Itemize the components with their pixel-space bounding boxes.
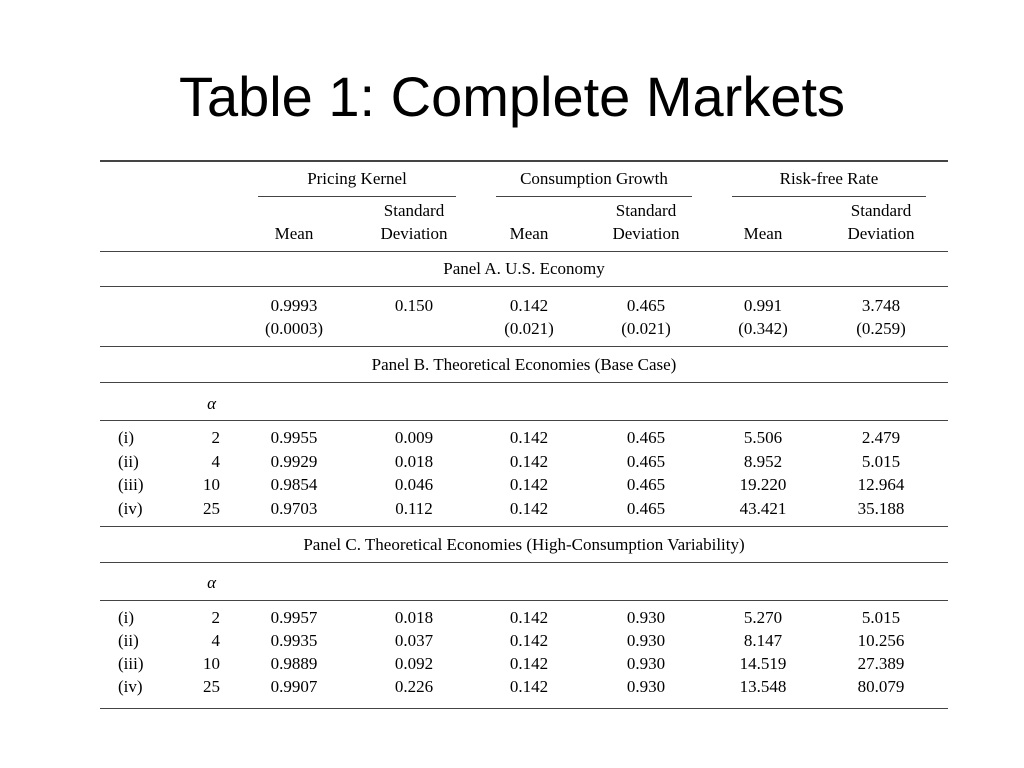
table-cell: 0.018	[394, 451, 434, 471]
table-cell: 0.9703	[270, 498, 318, 518]
table-cell: 5.506	[743, 428, 783, 447]
panel-a-value: 3.748	[861, 296, 901, 315]
table-cell: 0.226	[394, 677, 434, 696]
row-alpha: 10	[203, 654, 220, 673]
table-cell: 0.009	[394, 428, 434, 447]
panel-a-value: 0.142	[509, 296, 549, 315]
table-cell: 0.142	[509, 677, 549, 696]
row-label: (iii)	[118, 654, 144, 673]
table-cell: 27.389	[857, 654, 905, 673]
table-cell: 0.046	[394, 475, 434, 494]
row-label: (iv)	[118, 498, 143, 518]
subheader-mean: Mean	[743, 224, 783, 243]
table-cell: 8.952	[743, 451, 783, 471]
slide-title: Table 1: Complete Markets	[178, 65, 846, 128]
row-label: (iii)	[118, 475, 144, 494]
panel-c-title: Panel C. Theoretical Economies (High-Consumption Variability)	[303, 535, 745, 554]
row-label: (ii)	[118, 631, 139, 650]
alpha-header: α	[207, 573, 216, 592]
table-cell: 5.015	[861, 608, 901, 627]
table-cell: 35.188	[857, 498, 905, 518]
table-cell: 0.9935	[270, 631, 318, 650]
results-table	[100, 158, 948, 710]
row-alpha: 10	[203, 475, 220, 494]
group-underline-consumption-growth	[496, 196, 692, 197]
table-cell: 0.930	[626, 608, 666, 627]
group-header-consumption-growth: Consumption Growth	[520, 169, 668, 188]
row-label: (ii)	[118, 451, 139, 471]
table-cell: 5.015	[861, 451, 901, 471]
row-alpha: 2	[211, 608, 220, 627]
panel-b-title-rule	[100, 382, 948, 383]
table-cell: 0.037	[394, 631, 434, 650]
table-cell: 0.142	[509, 451, 549, 471]
table-cell: 0.9929	[270, 451, 318, 471]
panel-b-title: Panel B. Theoretical Economies (Base Case)	[371, 355, 677, 374]
subheader-standard: Standard	[850, 201, 912, 220]
subheader-deviation: Deviation	[612, 224, 680, 243]
table-cell: 0.465	[626, 451, 666, 471]
panel-a-value: 0.465	[626, 296, 666, 315]
header-bottom-rule	[100, 251, 948, 252]
table-cell: 14.519	[739, 654, 787, 673]
row-label: (i)	[118, 428, 135, 447]
panel-a-bottom-rule	[100, 346, 948, 347]
table-cell: 0.465	[626, 475, 666, 494]
table-cell: 0.142	[509, 608, 549, 627]
panel-a-value: 0.150	[394, 296, 434, 315]
row-alpha: 25	[203, 677, 220, 696]
group-underline-risk-free-rate	[732, 196, 926, 197]
subheader-mean: Mean	[509, 224, 549, 243]
table-cell: 0.9889	[270, 654, 318, 673]
table-cell: 43.421	[739, 498, 787, 518]
table-cell: 0.142	[509, 475, 549, 494]
subheader-mean: Mean	[274, 224, 314, 243]
panel-a-error: (0.0003)	[264, 319, 324, 338]
panel-c-alpha-rule	[100, 600, 948, 601]
alpha-header: α	[207, 394, 216, 413]
table-cell: 0.9955	[270, 428, 318, 447]
table-cell: 80.079	[857, 677, 905, 696]
row-alpha: 4	[211, 631, 220, 650]
table-cell: 10.256	[857, 631, 905, 650]
panel-a-value: 0.991	[743, 296, 783, 315]
subheader-standard: Standard	[615, 201, 677, 220]
table-cell: 19.220	[739, 475, 787, 494]
row-alpha: 2	[211, 428, 220, 447]
table-cell: 0.142	[509, 631, 549, 650]
row-label: (iv)	[118, 677, 143, 696]
row-alpha: 4	[211, 451, 220, 471]
subheader-standard: Standard	[383, 201, 445, 220]
panel-a-error: (0.021)	[621, 319, 671, 338]
table-cell: 0.142	[509, 498, 549, 518]
table-cell: 13.548	[739, 677, 787, 696]
panel-c-title-rule	[100, 562, 948, 563]
table-cell: 0.092	[394, 654, 434, 673]
row-label: (i)	[118, 608, 135, 627]
panel-a-title-rule	[100, 286, 948, 287]
table-cell: 0.930	[626, 654, 666, 673]
table-bottom-rule	[100, 708, 948, 709]
panel-a-title: Panel A. U.S. Economy	[443, 259, 605, 278]
table-cell: 0.930	[626, 677, 666, 696]
table-cell: 2.479	[861, 428, 901, 447]
table-cell: 8.147	[743, 631, 783, 650]
group-header-pricing-kernel: Pricing Kernel	[307, 169, 407, 188]
panel-a-value: 0.9993	[270, 296, 318, 315]
table-cell: 0.465	[626, 428, 666, 447]
table-cell: 0.9907	[270, 677, 318, 696]
subheader-deviation: Deviation	[380, 224, 448, 243]
table-cell: 0.112	[395, 498, 433, 518]
panel-b-bottom-rule	[100, 526, 948, 527]
subheader-deviation: Deviation	[847, 224, 915, 243]
table-cell: 12.964	[857, 475, 905, 494]
table-cell: 5.270	[743, 608, 783, 627]
panel-a-error: (0.021)	[504, 319, 554, 338]
table-cell: 0.142	[509, 428, 549, 447]
table-cell: 0.930	[626, 631, 666, 650]
panel-b-alpha-rule	[100, 420, 948, 421]
panel-a-error: (0.259)	[856, 319, 906, 338]
table-top-rule	[100, 160, 948, 162]
panel-a-error: (0.342)	[738, 319, 788, 338]
table-cell: 0.018	[394, 608, 434, 627]
table-cell: 0.9957	[270, 608, 318, 627]
table-cell: 0.142	[509, 654, 549, 673]
group-header-risk-free-rate: Risk-free Rate	[779, 169, 879, 188]
table-cell: 0.465	[626, 498, 666, 518]
group-underline-pricing-kernel	[258, 196, 456, 197]
row-alpha: 25	[203, 498, 220, 518]
table-cell: 0.9854	[270, 475, 318, 494]
